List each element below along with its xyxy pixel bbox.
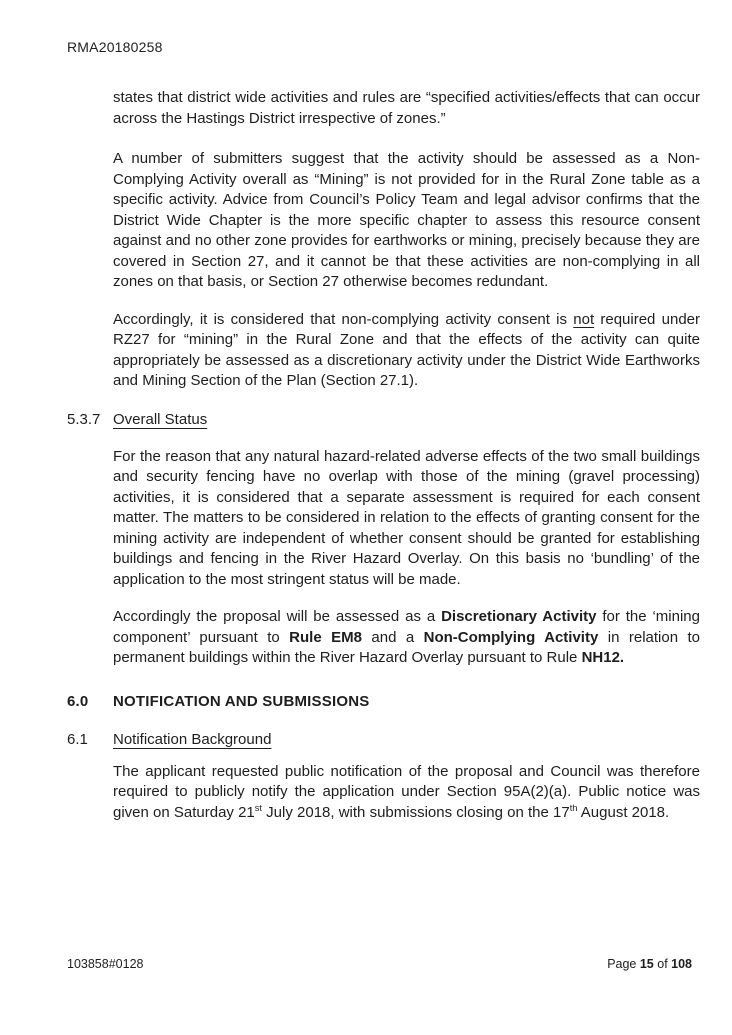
heading-title-overall-status: Overall Status xyxy=(113,410,208,428)
paragraph-district-wide-rules: states that district wide activities and rules are “specified activities/effects that can occur across the Hastings District irrespective of zones.” xyxy=(113,89,700,127)
footer-document-id: 103858#0128 xyxy=(67,957,144,971)
document-body xyxy=(0,88,732,823)
document-reference: RMA20180258 xyxy=(67,39,163,55)
paragraph-public-notification: The applicant requested public notification of the proposal and Council was therefore required to publicly notify the application under Section 95A(2)(a). Public notice was given on Saturday 21st July 2018, with submissions closing on the 17th August 2018. xyxy=(113,762,700,821)
heading-number-60: 6.0 xyxy=(67,692,89,710)
heading-number-61: 6.1 xyxy=(67,730,88,748)
footer-page-number: Page 15 of 108 xyxy=(607,957,692,971)
heading-title-notification-submissions: NOTIFICATION AND SUBMISSIONS xyxy=(113,692,370,710)
heading-notification-submissions xyxy=(67,691,700,712)
heading-number-537: 5.3.7 xyxy=(67,410,101,428)
heading-notification-background xyxy=(67,729,700,750)
paragraph-submitters-advice: A number of submitters suggest that the activity should be assessed as a Non-Complying Activity overall as “Mining” is not provided for in the Rural Zone table as a specific activity. Advice from Council’s Policy Team and legal advisor confirms that the District Wide Chapter is the more specific chapter to assess this resource consent against and no other zone provides for earthworks or mining, precisely because they are covered in Section 27, and it cannot be that these activities are non-complying in all zones on that basis, or Section 27 otherwise becomes redundant. xyxy=(113,150,700,290)
heading-overall-status xyxy=(67,409,700,430)
paragraph-separate-assessment: For the reason that any natural hazard-related adverse effects of the two small buildings and security fencing have no overlap with those of the mining (gravel processing) activities, it is considered that a separate assessment is required for each consent matter. The matters to be considered in relation to the effects of granting consent for the mining activity are independent of whether consent should be granted for establishing buildings and fencing in the River Hazard Overlay. On this basis no ‘bundling’ of the application to the most stringent status will be made. xyxy=(113,447,700,588)
paragraph-proposal-assessment: Accordingly the proposal will be assessed as a Discretionary Activity for the ‘mining component’ pursuant to Rule EM8 and a Non-Complying Activity in relation to permanent buildings within the River Hazard Overlay pursuant to Rule NH12. xyxy=(113,608,700,666)
page-footer xyxy=(67,957,692,971)
heading-title-notification-background: Notification Background xyxy=(113,730,272,748)
paragraph-non-complying-conclusion: Accordingly, it is considered that non-complying activity consent is not required under RZ27 for “mining” in the Rural Zone and that the effects of the activity can quite appropriately be assessed as a discretionary activity under the District Wide Earthworks and Mining Section of the Plan (Section 27.1). xyxy=(113,310,701,389)
